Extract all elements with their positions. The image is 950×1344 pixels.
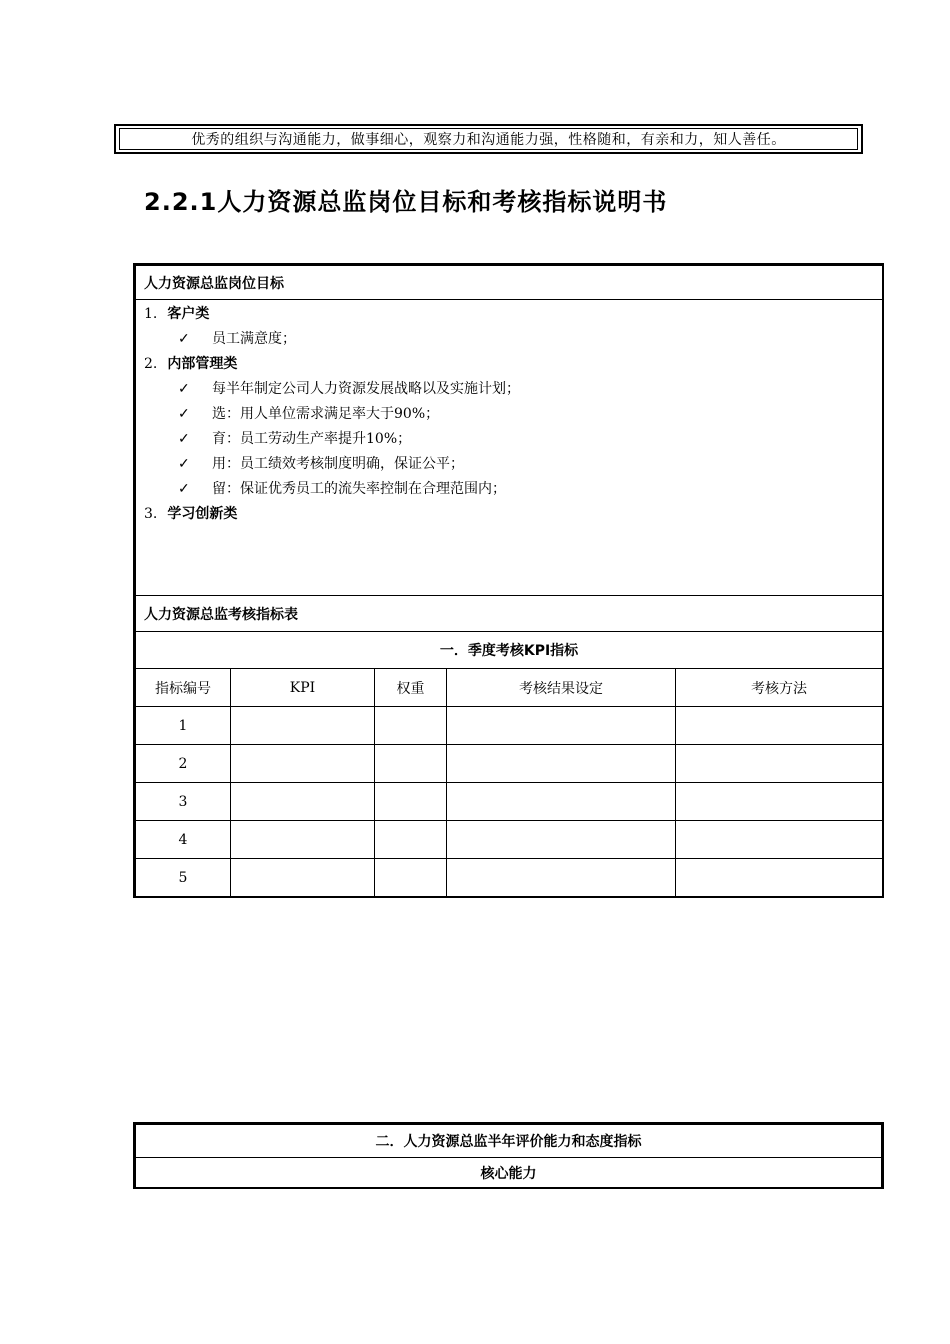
goal-item-text: 选：用人单位需求满足率大于90%；: [212, 406, 440, 422]
col-header-weight: 权重: [375, 669, 447, 707]
kpi-section-row: [136, 632, 883, 669]
col-header-id: 指标编号: [136, 669, 231, 707]
goal-category-label: 学习创新类: [167, 506, 238, 522]
goal-category: [144, 352, 874, 377]
checkmark-icon: ✓: [178, 431, 190, 447]
goal-item-text: 留：保证优秀员工的流失率控制在合理范围内；: [212, 481, 506, 497]
goal-item: [144, 477, 874, 502]
result-cell: [447, 821, 676, 859]
goal-item: [144, 377, 874, 402]
row-id: 4: [136, 821, 231, 859]
goals-content: [136, 300, 883, 596]
goal-item-text: 育：员工劳动生产率提升10%；: [212, 431, 412, 447]
table-row: [136, 783, 883, 821]
goal-item: [144, 327, 874, 352]
kpi-cell: [231, 707, 375, 745]
row-id: 5: [136, 859, 231, 897]
goal-item: [144, 402, 874, 427]
col-header-method: 考核方法: [676, 669, 883, 707]
ability-sub-title: 核心能力: [136, 1158, 882, 1188]
goal-category-label: 内部管理类: [167, 356, 238, 372]
kpi-table-title: 人力资源总监考核指标表: [136, 596, 883, 632]
col-header-result: 考核结果设定: [447, 669, 676, 707]
ability-table: [135, 1124, 882, 1188]
result-cell: [447, 707, 676, 745]
row-id: 3: [136, 783, 231, 821]
table-row: [136, 859, 883, 897]
goal-item: [144, 427, 874, 452]
ability-section-title: 二．人力资源总监半年评价能力和态度指标: [136, 1125, 882, 1158]
goals-content-row: [136, 300, 883, 596]
table-row: [136, 745, 883, 783]
weight-cell: [375, 859, 447, 897]
kpi-cell: [231, 859, 375, 897]
goal-item-text: 每半年制定公司人力资源发展战略以及实施计划；: [212, 381, 520, 397]
weight-cell: [375, 783, 447, 821]
method-cell: [676, 707, 883, 745]
goal-item: [144, 452, 874, 477]
result-cell: [447, 783, 676, 821]
kpi-cell: [231, 745, 375, 783]
kpi-title-row: [136, 596, 883, 632]
checkmark-icon: ✓: [178, 481, 190, 497]
ability-sub-row: [136, 1158, 882, 1188]
table-row: [136, 821, 883, 859]
kpi-section-title: 一．季度考核KPI指标: [136, 632, 883, 669]
weight-cell: [375, 745, 447, 783]
checkmark-icon: ✓: [178, 406, 190, 422]
checkmark-icon: ✓: [178, 456, 190, 472]
method-cell: [676, 745, 883, 783]
goal-category-number: 1.: [144, 306, 158, 322]
table-row: [136, 707, 883, 745]
row-id: 2: [136, 745, 231, 783]
goal-item-text: 用：员工绩效考核制度明确，保证公平；: [212, 456, 464, 472]
goal-category: [144, 502, 874, 527]
top-text: 优秀的组织与沟通能力，做事细心，观察力和沟通能力强，性格随和，有亲和力，知人善任。: [191, 132, 786, 148]
checkmark-icon: ✓: [178, 381, 190, 397]
checkmark-icon: ✓: [178, 331, 190, 347]
goal-item-text: 员工满意度；: [212, 331, 296, 347]
ability-frame: [133, 1122, 884, 1189]
result-cell: [447, 859, 676, 897]
method-cell: [676, 859, 883, 897]
result-cell: [447, 745, 676, 783]
goal-category-number: 3.: [144, 506, 158, 522]
method-cell: [676, 783, 883, 821]
goal-category-number: 2.: [144, 356, 158, 372]
section-heading: 2.2.1人力资源总监岗位目标和考核指标说明书: [144, 188, 668, 216]
goal-category: [144, 302, 874, 327]
goals-title-row: [136, 266, 883, 300]
goals-kpi-table: [135, 265, 883, 897]
goals-title: 人力资源总监岗位目标: [136, 266, 883, 300]
goals-list: [144, 302, 874, 527]
kpi-cell: [231, 821, 375, 859]
row-id: 1: [136, 707, 231, 745]
col-header-kpi: KPI: [231, 669, 375, 707]
weight-cell: [375, 821, 447, 859]
kpi-cell: [231, 783, 375, 821]
weight-cell: [375, 707, 447, 745]
goals-kpi-frame: [133, 263, 884, 898]
kpi-header-row: [136, 669, 883, 707]
top-text-box: [114, 124, 863, 154]
goal-category-label: 客户类: [167, 306, 210, 322]
ability-section-row: [136, 1125, 882, 1158]
method-cell: [676, 821, 883, 859]
